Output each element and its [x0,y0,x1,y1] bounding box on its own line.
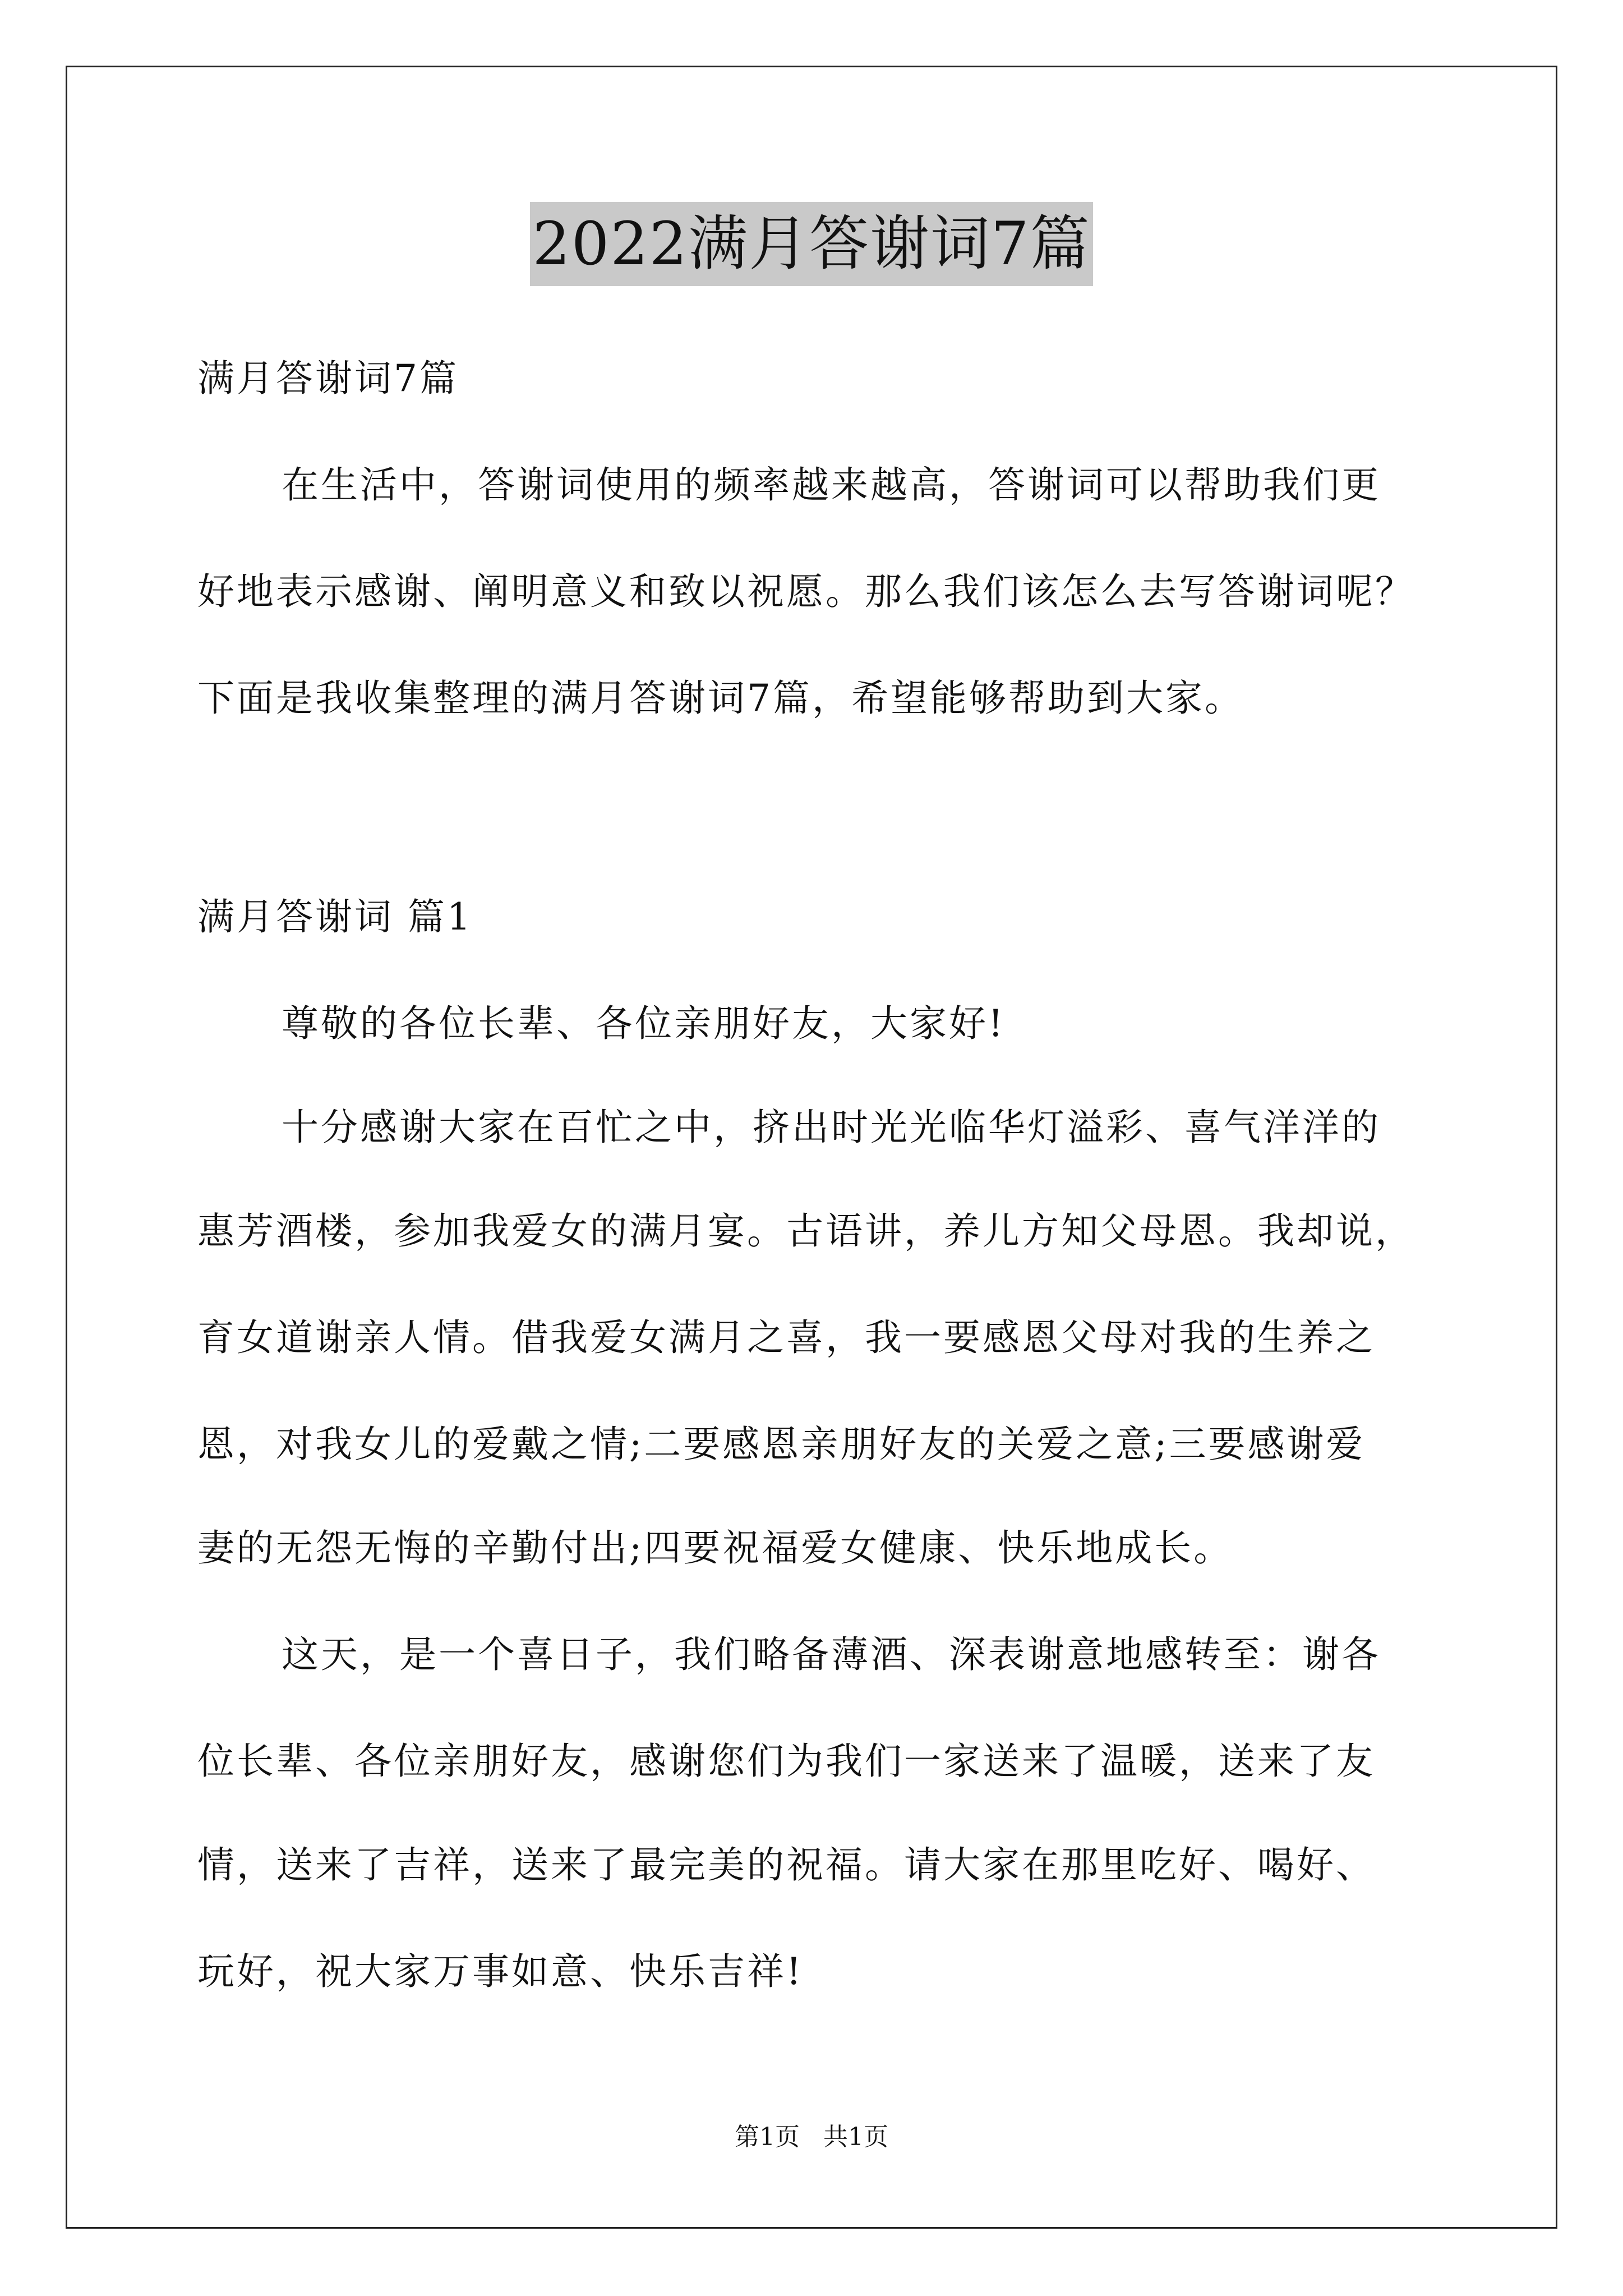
greeting-line: 尊敬的各位长辈、各位亲朋好友，大家好! [282,1002,1006,1045]
intro-line: 在生活中，答谢词使用的频率越来越高，答谢词可以帮助我们更 [282,463,1381,507]
page-total: 共1页 [823,2123,888,2151]
paragraph-line: 情，送来了吉祥，送来了最完美的祝福。请大家在那里吃好、喝好、 [197,1843,1375,1887]
paragraph-line: 玩好，祝大家万事如意、快乐吉祥! [197,1950,804,1993]
section-heading: 满月答谢词 篇1 [197,895,473,938]
paragraph-line: 恩，对我女儿的爱戴之情;二要感恩亲朋好友的关爱之意;三要感谢爱 [197,1423,1366,1466]
paragraph-line: 这天，是一个喜日子，我们略备薄酒、深表谢意地感转至：谢各 [282,1633,1381,1676]
paragraph-line: 十分感谢大家在百忙之中，挤出时光光临华灯溢彩、喜气洋洋的 [282,1106,1381,1149]
paragraph-line: 惠芳酒楼，参加我爱女的满月宴。古语讲，养儿方知父母恩。我却说， [197,1209,1414,1253]
subtitle: 满月答谢词7篇 [197,357,459,400]
title-container [0,202,1623,286]
page-footer [0,2120,1623,2154]
paragraph-line: 位长辈、各位亲朋好友，感谢您们为我们一家送来了温暖，送来了友 [197,1740,1375,1783]
intro-line: 下面是我收集整理的满月答谢词7篇，希望能够帮助到大家。 [197,677,1244,720]
page-number: 第1页 [735,2123,800,2151]
intro-line: 好地表示感谢、阐明意义和致以祝愿。那么我们该怎么去写答谢词呢？ [197,570,1414,613]
paragraph-line: 妻的无怨无悔的辛勤付出;四要祝福爱女健康、快乐地成长。 [197,1526,1233,1570]
paragraph-line: 育女道谢亲人情。借我爱女满月之喜，我一要感恩父母对我的生养之 [197,1316,1375,1359]
document-title: 2022满月答谢词7篇 [530,202,1092,286]
